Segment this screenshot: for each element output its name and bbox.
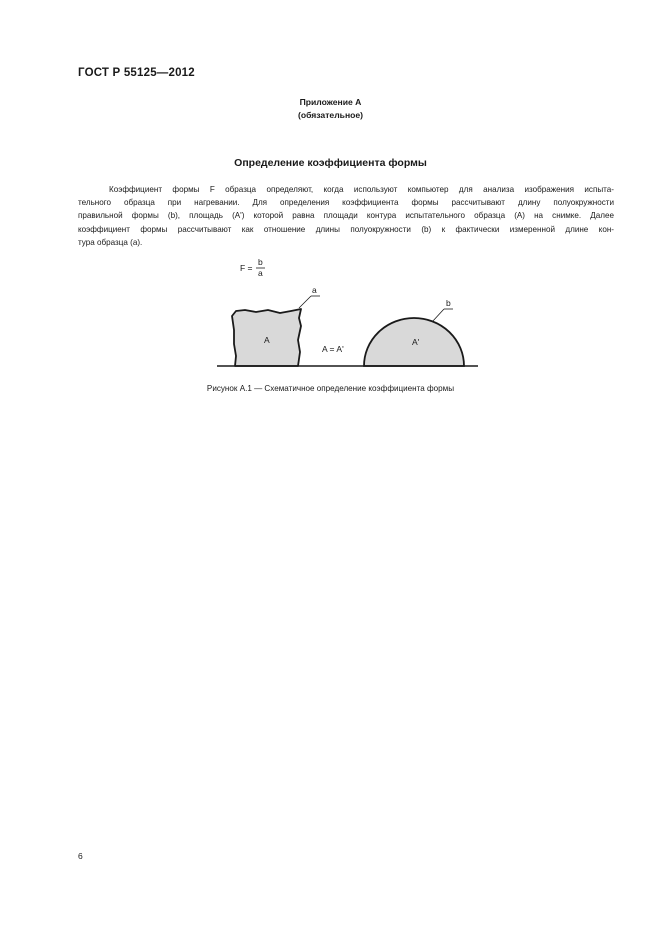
document-code: ГОСТ Р 55125—2012: [78, 67, 195, 79]
page-number: 6: [78, 851, 83, 861]
annex-label: Приложение А: [299, 97, 362, 107]
label-area-a-prime: A': [412, 337, 420, 347]
paragraph-line: Коэффициент формы F образца определяют, когда используют компьютер для анализа изображения испыта-: [109, 185, 614, 194]
formula-numerator: b: [258, 257, 263, 267]
section-title: Определение коэффициента формы: [234, 157, 427, 169]
annex-status: (обязательное): [297, 109, 364, 120]
formula-lhs: F =: [240, 263, 253, 273]
label-area-a: A: [264, 335, 270, 345]
paragraph-line: тура образца (a).: [78, 237, 143, 247]
equality-label: A = A': [322, 344, 344, 354]
label-a: a: [312, 285, 317, 295]
paragraph-line: тельного образца при нагревании. Для определения коэффициента формы рассчитывают длину полуокружности: [78, 198, 614, 208]
formula-denominator: a: [258, 268, 263, 278]
leader-b: [432, 309, 444, 322]
leader-a: [299, 296, 311, 308]
label-b: b: [446, 298, 451, 308]
paragraph-line: коэффициент формы рассчитывают как отношение длины полуокружности (b) к фактически измеренной длине кон-: [78, 224, 614, 234]
paragraph-line: правильной формы (b), площадь (A') которой равна площади контура испытательного образца (A) на снимке. Далее: [78, 211, 614, 221]
figure-caption: Рисунок А.1 — Схематичное определение коэффициента формы: [206, 384, 455, 393]
